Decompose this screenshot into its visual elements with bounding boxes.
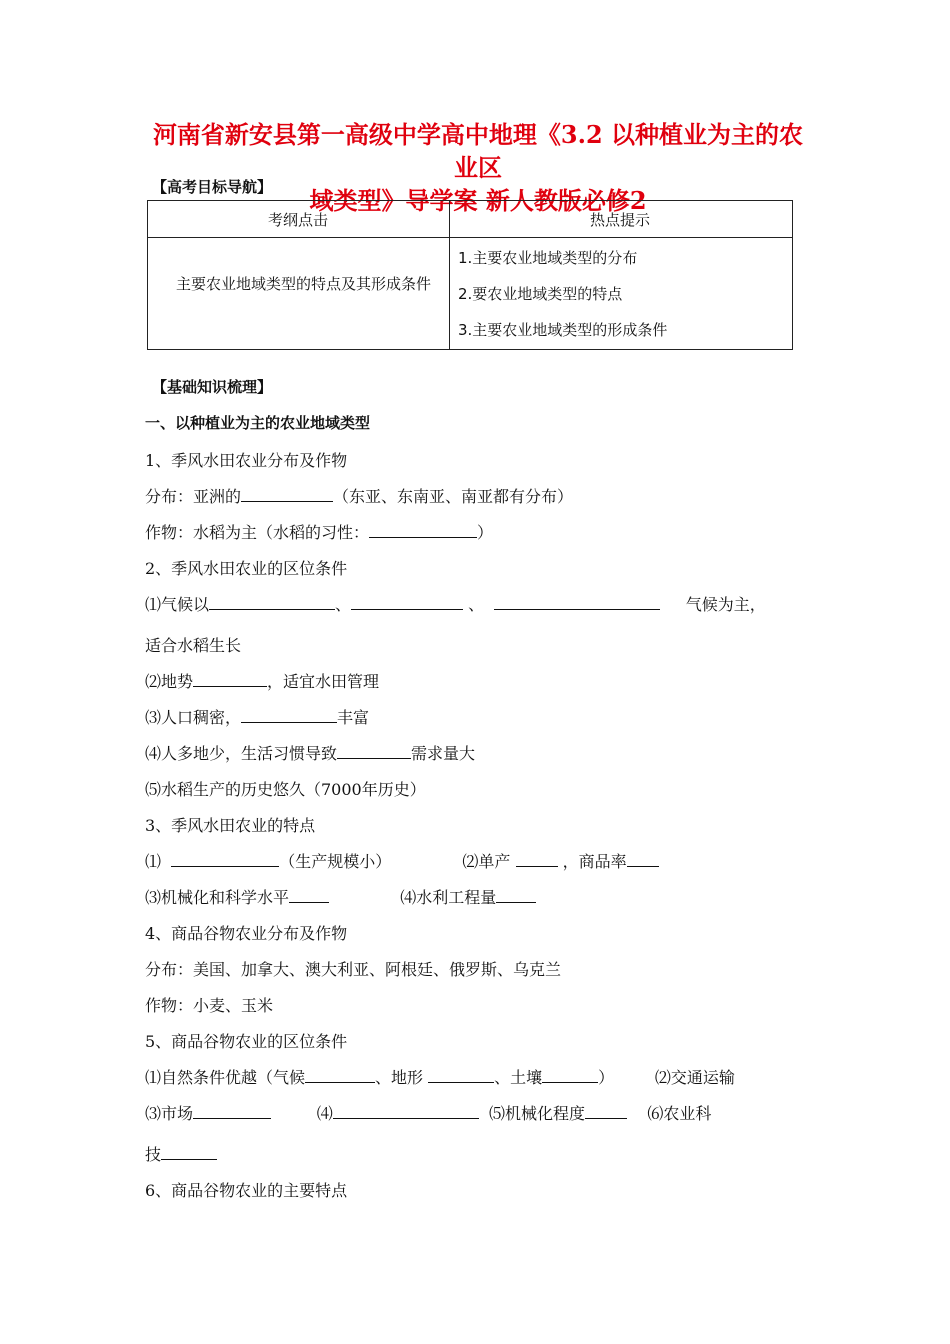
fill-blank[interactable] (585, 1102, 627, 1119)
fill-blank[interactable] (494, 593, 660, 610)
text-line: 适合水稻生长 (145, 636, 242, 655)
heading-1: 一、以种植业为主的农业地域类型 (145, 414, 371, 432)
text-span: 作物：水稻为主（水稻的习性： (145, 523, 370, 542)
fill-blank[interactable] (333, 1102, 479, 1119)
section-heading-basic: 【基础知识梳理】 (152, 378, 273, 396)
text-span: 、土壤 (494, 1068, 543, 1087)
text-span: 、 (463, 595, 485, 614)
fill-blank[interactable] (161, 1143, 217, 1160)
text-line (145, 520, 493, 543)
hotspot-item: 3.主要农业地域类型的形成条件 (458, 321, 668, 339)
text-span: ⑵地势 (145, 672, 194, 691)
fill-blank[interactable] (289, 886, 329, 903)
text-span: ，适宜水田管理 (267, 672, 380, 691)
fill-blank[interactable] (305, 1066, 375, 1083)
fill-blank[interactable] (209, 593, 335, 610)
table-header-right: 热点提示 (590, 211, 651, 229)
text-span: ⑴气候以 (145, 595, 210, 614)
section-heading-goals: 【高考目标导航】 (152, 178, 273, 196)
hotspot-item: 2.要农业地域类型的特点 (458, 285, 623, 303)
text-span: ⑷人多地少，生活习惯导致 (145, 744, 338, 763)
table-divider-horizontal (148, 237, 792, 238)
text-line: 作物：小麦、玉米 (145, 996, 274, 1015)
text-line (145, 1142, 217, 1165)
text-span: 技 (145, 1145, 162, 1164)
fill-blank[interactable] (351, 593, 463, 610)
text-line: 分布：美国、加拿大、澳大利亚、阿根廷、俄罗斯、乌克兰 (145, 960, 562, 979)
text-span: 、 (335, 595, 352, 614)
fill-blank[interactable] (193, 1102, 271, 1119)
table-cell-left: 主要农业地域类型的特点及其形成条件 (176, 275, 432, 293)
fill-blank[interactable] (241, 485, 333, 502)
text-line: 5、商品谷物农业的区位条件 (145, 1032, 348, 1051)
text-span: ⑶人口稠密， (145, 708, 242, 727)
text-line: 2、季风水田农业的区位条件 (145, 559, 348, 578)
text-line: 1、季风水田农业分布及作物 (145, 451, 348, 470)
text-span: ⑶市场 (145, 1104, 194, 1123)
text-line (145, 705, 369, 728)
table-divider-vertical (449, 201, 450, 349)
table-header-left: 考纲点击 (268, 211, 329, 229)
text-span: （东亚、东南亚、南亚都有分布） (333, 487, 574, 506)
text-line (145, 484, 573, 507)
text-line (145, 669, 379, 692)
text-span: ⑵交通运输 (654, 1068, 735, 1087)
text-line (145, 1101, 711, 1124)
text-span: ⑹农业科 (647, 1104, 712, 1123)
text-span: ⑴自然条件优越（气候 (145, 1068, 306, 1087)
text-line: 6、商品谷物农业的主要特点 (145, 1181, 348, 1200)
goals-table (147, 200, 793, 350)
text-span: ⑶机械化和科学水平 (145, 888, 290, 907)
text-span: ⑷ (316, 1104, 333, 1123)
text-line (145, 849, 659, 872)
text-line: 3、季风水田农业的特点 (145, 816, 316, 835)
text-span: 丰富 (337, 708, 370, 727)
text-line: 4、商品谷物农业分布及作物 (145, 924, 348, 943)
text-line: ⑸水稻生产的历史悠久（7000年历史） (145, 780, 426, 799)
fill-blank[interactable] (428, 1066, 494, 1083)
table-cell-right (458, 245, 667, 353)
fill-blank[interactable] (627, 850, 659, 867)
text-span: （生产规模小） (279, 852, 392, 871)
text-line (145, 592, 766, 615)
fill-blank[interactable] (496, 886, 536, 903)
hotspot-item: 1.主要农业地域类型的分布 (458, 249, 638, 267)
text-span: 需求量大 (411, 744, 476, 763)
text-span: 气候为主， (685, 595, 766, 614)
text-span: ⑷水利工程量 (400, 888, 497, 907)
text-span: ⑸机械化程度 (488, 1104, 585, 1123)
text-span: 、地形 (375, 1068, 424, 1087)
text-line (145, 885, 536, 908)
text-span: ，商品率 (562, 852, 627, 871)
fill-blank[interactable] (516, 850, 558, 867)
title-line-2: 域类型》导学案 新人教版必修2 (309, 186, 647, 215)
text-span: 分布：亚洲的 (145, 487, 242, 506)
text-span: ） (598, 1068, 615, 1087)
fill-blank[interactable] (337, 742, 411, 759)
title-line-1: 河南省新安县第一高级中学高中地理《3.2 以种植业为主的农业区 (152, 120, 804, 182)
fill-blank[interactable] (542, 1066, 598, 1083)
text-line (145, 1065, 735, 1088)
fill-blank[interactable] (241, 706, 337, 723)
text-span: ⑴ (145, 852, 162, 871)
text-span: ⑵单产 (462, 852, 511, 871)
text-span: ） (477, 523, 494, 542)
fill-blank[interactable] (171, 850, 279, 867)
fill-blank[interactable] (193, 670, 267, 687)
text-line (145, 741, 475, 764)
fill-blank[interactable] (369, 521, 477, 538)
